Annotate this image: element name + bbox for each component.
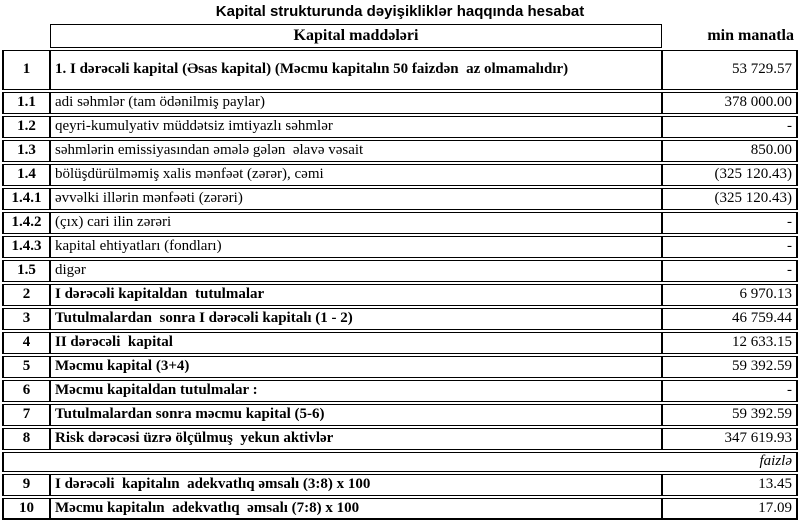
table-row [2, 212, 798, 234]
row-label: I dərəcəli kapitalın adekvatlıq əmsalı (3:8) x 100 [50, 474, 662, 496]
row-label: Tutulmalardan sonra məcmu kapital (5-6) [50, 404, 662, 426]
table-row [2, 474, 798, 496]
table-row [2, 140, 798, 162]
row-label: Məcmu kapitaldan tutulmalar : [50, 380, 662, 402]
row-value: 378 000.00 [662, 92, 798, 114]
row-value: 6 970.13 [662, 284, 798, 306]
row-value: (325 120.43) [662, 188, 798, 210]
row-value: 347 619.93 [662, 428, 798, 450]
row-value: 850.00 [662, 140, 798, 162]
row-label: 1. I dərəcəli kapital (Əsas kapital) (Məcmu kapitalın 50 faizdən az olmamalıdır) [50, 50, 662, 90]
row-label: Məcmu kapital (3+4) [50, 356, 662, 378]
table-row [2, 284, 798, 306]
header-empty-cell [2, 24, 50, 48]
row-label: adi səhmlər (tam ödənilmiş paylar) [50, 92, 662, 114]
table-row [2, 428, 798, 450]
row-label: digər [50, 260, 662, 282]
row-label: kapital ehtiyatları (fondları) [50, 236, 662, 258]
row-label: II dərəcəli kapital [50, 332, 662, 354]
row-number: 8 [2, 428, 50, 450]
row-number: 1.4 [2, 164, 50, 186]
row-value: - [662, 212, 798, 234]
row-number: 1 [2, 50, 50, 90]
row-number: 1.4.1 [2, 188, 50, 210]
row-number: 3 [2, 308, 50, 330]
row-value: 17.09 [662, 498, 798, 520]
table-row [2, 380, 798, 402]
table-row [2, 116, 798, 138]
row-label: bölüşdürülməmiş xalis mənfəət (zərər), cəmi [50, 164, 662, 186]
row-value: - [662, 236, 798, 258]
table-row [2, 356, 798, 378]
row-number: 7 [2, 404, 50, 426]
row-number: 1.4.2 [2, 212, 50, 234]
row-value: - [662, 260, 798, 282]
row-label: səhmlərin emissiyasından əmələ gələn əlavə vəsait [50, 140, 662, 162]
percent-unit-row [2, 452, 798, 472]
row-number: 1.2 [2, 116, 50, 138]
row-number: 9 [2, 474, 50, 496]
row-number: 1.3 [2, 140, 50, 162]
table-row [2, 404, 798, 426]
table-row [2, 188, 798, 210]
row-value: (325 120.43) [662, 164, 798, 186]
table-row [2, 50, 798, 90]
table-row [2, 498, 798, 520]
row-number: 10 [2, 498, 50, 520]
table-header-row [2, 24, 798, 48]
table-row [2, 164, 798, 186]
row-number: 1.1 [2, 92, 50, 114]
column-header-unit: min manatla [707, 26, 794, 44]
table-row [2, 92, 798, 114]
row-number: 6 [2, 380, 50, 402]
row-value: 53 729.57 [662, 50, 798, 90]
row-value: 46 759.44 [662, 308, 798, 330]
row-number: 1.4.3 [2, 236, 50, 258]
row-label: əvvəlki illərin mənfəəti (zərəri) [50, 188, 662, 210]
row-label: qeyri-kumulyativ müddətsiz imtiyazlı səhmlər [50, 116, 662, 138]
row-label: (çıx) cari ilin zərəri [50, 212, 662, 234]
percent-unit-note: faizlə [2, 452, 798, 472]
row-value: - [662, 380, 798, 402]
row-value: 59 392.59 [662, 404, 798, 426]
row-label: Tutulmalardan sonra I dərəcəli kapitalı (1 - 2) [50, 308, 662, 330]
row-value: 13.45 [662, 474, 798, 496]
table-row [2, 332, 798, 354]
report-title: Kapital strukturunda dəyişikliklər haqqında hesabat [215, 3, 585, 20]
table-row [2, 260, 798, 282]
row-value: 59 392.59 [662, 356, 798, 378]
capital-structure-table [2, 22, 798, 522]
row-number: 1.5 [2, 260, 50, 282]
row-label: I dərəcəli kapitaldan tutulmalar [50, 284, 662, 306]
row-label: Məcmu kapitalın adekvatlıq əmsalı (7:8) x 100 [50, 498, 662, 520]
row-number: 2 [2, 284, 50, 306]
row-label: Risk dərəcəsi üzrə ölçülmuş yekun aktivlər [50, 428, 662, 450]
column-header-capital-items: Kapital maddələri [50, 24, 662, 48]
row-value: 12 633.15 [662, 332, 798, 354]
row-number: 4 [2, 332, 50, 354]
row-number: 5 [2, 356, 50, 378]
row-value: - [662, 116, 798, 138]
table-row [2, 308, 798, 330]
table-row [2, 236, 798, 258]
